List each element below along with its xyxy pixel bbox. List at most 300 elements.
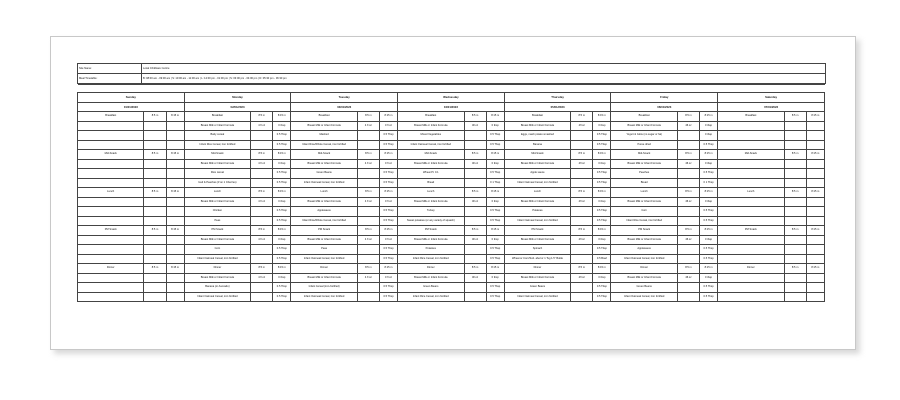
table-cell: 0.5 Tbsp <box>486 207 504 217</box>
table-cell: 4 fl oz <box>357 121 379 131</box>
table-cell: 8:5 m <box>144 112 166 122</box>
table-cell: 8:15 m <box>806 188 824 198</box>
table-cell: 0 tbsp <box>273 235 291 245</box>
table-cell <box>166 292 184 302</box>
table-cell: Yogurt & Glow (no sugar or fat) <box>611 131 677 141</box>
day-name-5: Friday <box>611 93 718 103</box>
table-cell: Green Beans <box>611 283 677 293</box>
table-cell: 4fl oz <box>571 197 593 207</box>
table-cell <box>571 207 593 217</box>
table-cell <box>464 254 486 264</box>
table-cell: 8:5 m <box>464 188 486 198</box>
table-cell <box>464 169 486 179</box>
table-cell: 4 fl oz <box>251 273 273 283</box>
table-cell <box>806 169 824 179</box>
table-cell: Breakfast <box>398 112 464 122</box>
table-cell: 8:15 m <box>166 112 184 122</box>
day-name-0: Sunday <box>78 93 185 103</box>
table-cell: 0.5 Tbsp <box>273 207 291 217</box>
table-cell: Sweet potatoes (or any variety of squash) <box>398 216 464 226</box>
table-cell <box>718 131 784 141</box>
table-cell: 8:5 m <box>251 264 273 274</box>
table-cell <box>806 283 824 293</box>
table-cell <box>251 283 273 293</box>
table-cell: Mid-Snack <box>504 150 570 160</box>
table-cell <box>78 121 144 131</box>
table-cell: 8:15 m <box>806 226 824 236</box>
table-cell: Breast Milk or Infant Formula <box>611 273 677 283</box>
table-cell: 8:5 m <box>251 226 273 236</box>
table-cell <box>784 273 806 283</box>
table-cell <box>571 283 593 293</box>
table-cell: Breast Milk or Infant Formula <box>184 235 250 245</box>
table-cell: 8:5 m <box>677 264 699 274</box>
table-cell: 8:5 m <box>571 112 593 122</box>
table-cell: Mid-Snack <box>78 150 144 160</box>
day-name-4: Thursday <box>504 93 611 103</box>
table-cell: 8:15 m <box>273 112 291 122</box>
table-cell <box>806 197 824 207</box>
table-cell: 0 tbsp <box>700 197 718 207</box>
table-cell <box>806 235 824 245</box>
table-cell: 8:15 m <box>273 188 291 198</box>
table-cell: 8:15 m <box>273 226 291 236</box>
table-cell: 4 fl oz <box>251 235 273 245</box>
table-cell: 0 tbsp <box>273 121 291 131</box>
table-cell: 8:5 m <box>784 112 806 122</box>
table-cell <box>571 292 593 302</box>
table-cell <box>806 245 824 255</box>
table-cell <box>806 178 824 188</box>
table-cell: 8:5 m <box>464 264 486 274</box>
table-cell: 0.5 Tbsp <box>486 216 504 226</box>
table-cell <box>806 131 824 141</box>
table-cell <box>251 178 273 188</box>
table-cell: 0.5 Tbsp <box>486 169 504 179</box>
table-cell: Infant Oatmeal Cereal, iron fortified <box>398 140 464 150</box>
table-cell: 0 tbsp <box>273 273 291 283</box>
table-cell: Breast Milk or Infant Formula <box>611 121 677 131</box>
table-cell <box>251 207 273 217</box>
table-cell: 0.5 Tbsp <box>486 292 504 302</box>
table-cell: 8:5 m <box>464 112 486 122</box>
table-cell <box>78 169 144 179</box>
table-cell: 0.5 Tbsp <box>486 254 504 264</box>
table-cell: 0 fl oz <box>379 121 397 131</box>
table-cell: Bread <box>611 178 677 188</box>
table-row <box>78 112 825 122</box>
table-cell: Dinner <box>184 264 250 274</box>
table-cell <box>144 140 166 150</box>
table-row <box>78 292 825 302</box>
table-cell: 4 fl oz <box>357 235 379 245</box>
table-cell: Peas <box>291 245 357 255</box>
table-cell <box>78 283 144 293</box>
table-cell: Baby cereal <box>184 131 250 141</box>
table-cell: 0 fl oz <box>379 197 397 207</box>
table-cell <box>784 245 806 255</box>
table-cell: Breast Milk or Infant Formula <box>184 197 250 207</box>
table-cell: Green Beans <box>398 283 464 293</box>
table-cell <box>718 159 784 169</box>
table-cell: 8:15 m <box>379 150 397 160</box>
table-cell: Wheat or Corn/Sub. abel or 1 Tsg 1.5" Buttle <box>504 254 570 264</box>
table-cell: Breast Milk or Infant Formula <box>398 273 464 283</box>
table-cell: Breast Milk or Infant Formula <box>398 197 464 207</box>
table-row <box>78 235 825 245</box>
table-cell: Puree dried <box>611 140 677 150</box>
table-cell <box>144 235 166 245</box>
table-cell <box>166 159 184 169</box>
table-cell <box>144 207 166 217</box>
table-cell: 0.5 Tbsp <box>700 140 718 150</box>
table-cell: Breast Milk or Infant Formula <box>184 121 250 131</box>
table-cell <box>571 178 593 188</box>
table-cell <box>251 254 273 264</box>
table-cell <box>806 159 824 169</box>
table-cell: 0.5 Tbsp <box>273 216 291 226</box>
table-cell: 0.5 Tbsp <box>273 245 291 255</box>
table-cell: Applesauce <box>611 245 677 255</box>
table-cell: 8:5 m <box>464 150 486 160</box>
table-cell: 8:15 m <box>166 264 184 274</box>
table-cell: 8:15 m <box>379 264 397 274</box>
table-cell: Mid-Snack <box>291 150 357 160</box>
table-cell: 0.5 Tbsp <box>379 178 397 188</box>
table-cell <box>784 169 806 179</box>
table-cell <box>166 254 184 264</box>
table-cell: 8:15 m <box>379 226 397 236</box>
table-cell: 0 tbsp <box>486 159 504 169</box>
table-cell: 8:15 m <box>700 150 718 160</box>
table-cell: 0.5 Tbsp <box>273 254 291 264</box>
table-cell: 0.5 Tbsp <box>700 254 718 264</box>
table-cell <box>677 245 699 255</box>
table-cell: 8:15 m <box>486 150 504 160</box>
table-cell: 0.5 Tbsp <box>700 283 718 293</box>
table-cell: Infant Rice Cereal, iron fortified <box>611 216 677 226</box>
table-cell: Green Beans <box>504 283 570 293</box>
table-cell: 0 tbsp <box>593 273 611 283</box>
table-cell <box>251 131 273 141</box>
table-cell: 8:15 m <box>806 112 824 122</box>
table-cell <box>677 131 699 141</box>
spacer-cell <box>78 85 825 93</box>
day-name-3: Wednesday <box>398 93 505 103</box>
table-cell <box>251 140 273 150</box>
table-cell: Mid-Snack <box>718 150 784 160</box>
table-cell <box>718 121 784 131</box>
table-row <box>78 254 825 264</box>
table-cell <box>166 121 184 131</box>
table-cell: 0.5 Tbsp <box>700 292 718 302</box>
table-cell: 0 tbsp <box>273 197 291 207</box>
table-cell <box>144 245 166 255</box>
table-cell: 0.5 Tbsp <box>273 131 291 141</box>
table-cell: 0 tbsp <box>593 159 611 169</box>
table-cell: 0.5 Tbsp <box>273 169 291 179</box>
table-cell <box>144 292 166 302</box>
table-cell: Dinner <box>504 264 570 274</box>
table-cell <box>144 131 166 141</box>
table-cell <box>806 207 824 217</box>
table-cell <box>464 292 486 302</box>
table-cell: Lunch <box>611 188 677 198</box>
table-cell <box>784 216 806 226</box>
table-cell: 0.5 Bowl <box>593 254 611 264</box>
table-cell: 0 tbsp <box>700 273 718 283</box>
table-cell: Infant Oatmeal Cereal, iron fortified <box>291 292 357 302</box>
table-cell: 4 fl oz <box>251 121 273 131</box>
table-cell: 0 tbsp <box>593 197 611 207</box>
table-cell: 0.5 Tbsp <box>700 216 718 226</box>
table-cell: Mashed <box>291 131 357 141</box>
table-cell: 8:5 m <box>357 150 379 160</box>
table-cell: Breast Milk or Infant Formula <box>184 159 250 169</box>
table-cell <box>166 235 184 245</box>
table-cell: Apple sauce <box>504 169 570 179</box>
day-date-row <box>78 102 825 112</box>
table-cell: Infant Rice/Whole Cereal, iron fortified <box>291 216 357 226</box>
table-cell <box>464 131 486 141</box>
table-cell: Infant Rice/Whole Cereal, iron fortified <box>291 140 357 150</box>
table-cell <box>718 245 784 255</box>
table-cell: 8:15 m <box>486 112 504 122</box>
table-cell: Lunch <box>291 188 357 198</box>
table-cell <box>357 178 379 188</box>
table-cell: 0.5 Tbsp <box>273 140 291 150</box>
table-cell: Wheat Pl. 0.1 <box>398 169 464 179</box>
table-cell <box>166 140 184 150</box>
table-cell: 8:5 m <box>357 188 379 198</box>
table-cell: Iced & Peaches (if on 1 Cherries) <box>184 178 250 188</box>
table-cell: 8:5 m <box>784 264 806 274</box>
table-cell <box>806 140 824 150</box>
table-cell <box>464 140 486 150</box>
table-cell <box>78 245 144 255</box>
table-cell <box>677 216 699 226</box>
meal-timetable-row <box>78 74 826 84</box>
table-cell: 0 tbsp <box>486 235 504 245</box>
table-cell: 0 tbsp <box>700 159 718 169</box>
table-cell: 8:15 m <box>593 226 611 236</box>
meta-table <box>77 63 826 84</box>
table-cell: PM Snack <box>611 226 677 236</box>
table-cell <box>677 140 699 150</box>
table-cell: Breast Milk or Infant Formula <box>611 159 677 169</box>
table-cell <box>78 178 144 188</box>
table-cell: 4 fl oz <box>357 197 379 207</box>
table-cell: 8:5 m <box>677 188 699 198</box>
table-row <box>78 178 825 188</box>
table-cell <box>166 131 184 141</box>
table-cell: 0.5 Tbsp <box>486 140 504 150</box>
table-cell: 8:15 m <box>166 226 184 236</box>
table-cell: 0 tbsp <box>593 121 611 131</box>
table-cell: Lunch <box>78 188 144 198</box>
table-cell: 0 fl oz <box>379 273 397 283</box>
table-cell: 0 tbsp <box>486 273 504 283</box>
table-cell: Infant Oatmeal Cereal, iron fortified <box>291 254 357 264</box>
day-date-2: 03/01/2023 <box>291 102 398 112</box>
table-cell: 0.5 Tbsp <box>486 131 504 141</box>
table-cell: 0.5 Tbsp <box>379 283 397 293</box>
table-cell: 8:5 m <box>357 226 379 236</box>
meal-timetable-label: Meal Timetable: <box>78 74 142 84</box>
table-cell: 0.5 Tbsp <box>593 131 611 141</box>
table-cell: 0.5 Tbsp <box>379 254 397 264</box>
table-cell: PM Snack <box>184 226 250 236</box>
table-cell: 0.5 Tbsp <box>486 245 504 255</box>
table-cell: PM Snack <box>504 226 570 236</box>
table-cell: Chicken <box>184 207 250 217</box>
table-cell <box>78 292 144 302</box>
day-date-5: 06/01/2023 <box>611 102 718 112</box>
weekly-meal-table <box>77 84 825 302</box>
table-row <box>78 216 825 226</box>
table-cell: 8:5 m <box>677 226 699 236</box>
table-cell <box>784 197 806 207</box>
table-cell: 8:15 m <box>806 264 824 274</box>
table-cell: Spinach <box>504 245 570 255</box>
table-cell: 4 fl oz <box>357 273 379 283</box>
table-cell: 0 tbsp <box>273 159 291 169</box>
table-cell: Rice cereal <box>184 169 250 179</box>
table-cell: 0 fl oz <box>379 159 397 169</box>
day-name-1: Monday <box>184 93 291 103</box>
table-cell: 8:5 m <box>357 264 379 274</box>
day-name-2: Tuesday <box>291 93 398 103</box>
table-row <box>78 140 825 150</box>
table-cell: 0 tbsp <box>700 121 718 131</box>
table-cell <box>571 216 593 226</box>
table-cell: 0 tbsp <box>700 131 718 141</box>
table-cell: Infant Cereal (iron-fortified) <box>291 283 357 293</box>
site-value: Local Childcare Centre <box>142 64 826 74</box>
table-cell: Breast Milk or Infant Formula <box>398 235 464 245</box>
table-cell <box>718 235 784 245</box>
table-cell: 0.5 Tbsp <box>700 245 718 255</box>
table-cell: Banana (or Avocado) <box>184 283 250 293</box>
table-cell: 8:5 m <box>784 188 806 198</box>
meal-plan-area <box>77 63 825 302</box>
table-cell: Breast Milk or Infant Formula <box>184 273 250 283</box>
table-cell <box>677 207 699 217</box>
meal-timetable-value: B: 08:00 am - 09:00 am | S: 10:00 am - 11:00 am | L: 12:00 pm - 01:00 pm | S: 03:00 pm - 04:00 pm | D: 05:30 pm - 06:30 pm <box>142 74 826 84</box>
table-cell: Breast Milk or Infant Formula <box>291 121 357 131</box>
table-cell <box>784 292 806 302</box>
table-cell: 0.5 Tbsp <box>593 207 611 217</box>
table-cell <box>718 292 784 302</box>
table-cell: Breast Milk or Infant Formula <box>611 197 677 207</box>
table-cell <box>78 273 144 283</box>
table-cell <box>806 216 824 226</box>
table-cell <box>144 216 166 226</box>
table-cell: 8:15 m <box>166 188 184 198</box>
table-cell: Infant Rice Cereal, iron fortified <box>398 254 464 264</box>
table-cell: 0.5 Tbsp <box>593 292 611 302</box>
table-cell <box>677 178 699 188</box>
table-cell: 4fl oz <box>571 159 593 169</box>
table-cell: Breakfast <box>184 112 250 122</box>
table-cell: 8:5 m <box>571 264 593 274</box>
table-cell: 4fl oz <box>677 235 699 245</box>
table-cell: Dinner <box>611 264 677 274</box>
table-cell: Infant Oatmeal Cereal, iron fortified <box>504 292 570 302</box>
table-cell <box>718 178 784 188</box>
table-row <box>78 159 825 169</box>
table-cell: Lunch <box>718 188 784 198</box>
table-cell: Potatoes <box>504 207 570 217</box>
table-cell <box>718 207 784 217</box>
table-cell: 4fl oz <box>464 121 486 131</box>
table-cell <box>718 273 784 283</box>
table-cell: 4fl oz <box>571 273 593 283</box>
table-cell: 4fl oz <box>677 197 699 207</box>
table-cell: PM Snack <box>398 226 464 236</box>
table-cell: 0 1 Tbsp <box>486 178 504 188</box>
table-cell: Breakfast <box>611 112 677 122</box>
table-row <box>78 197 825 207</box>
table-cell <box>251 245 273 255</box>
table-cell <box>677 169 699 179</box>
table-cell: Breast Milk or Infant Formula <box>504 273 570 283</box>
day-date-6: 07/01/2023 <box>718 102 825 112</box>
table-cell <box>784 131 806 141</box>
table-cell <box>718 140 784 150</box>
table-cell: Banana <box>504 140 570 150</box>
table-cell: Breakfast <box>291 112 357 122</box>
table-cell: 0.5 Tbsp <box>593 245 611 255</box>
table-cell <box>251 169 273 179</box>
table-row <box>78 273 825 283</box>
table-row <box>78 283 825 293</box>
table-cell: 4fl oz <box>677 273 699 283</box>
table-cell: Eggs, mash potato smashed <box>504 131 570 141</box>
table-cell: 0.5 Tbsp <box>700 169 718 179</box>
table-cell <box>166 245 184 255</box>
table-cell <box>357 131 379 141</box>
table-cell: 8:5 m <box>571 226 593 236</box>
table-cell <box>251 292 273 302</box>
table-cell: 8:15 m <box>379 188 397 198</box>
table-cell <box>357 245 379 255</box>
table-cell: Infant Oatmeal Cereal, iron fortified <box>504 216 570 226</box>
table-cell: Dinner <box>78 264 144 274</box>
table-cell <box>784 159 806 169</box>
table-cell <box>718 216 784 226</box>
table-cell: 0.5 Tbsp <box>273 283 291 293</box>
table-cell: 0.5 Tbsp <box>593 283 611 293</box>
table-cell <box>166 169 184 179</box>
table-cell <box>784 178 806 188</box>
table-cell: 8:5 m <box>144 264 166 274</box>
table-row <box>78 207 825 217</box>
table-cell: Dinner <box>291 264 357 274</box>
table-cell <box>718 283 784 293</box>
table-cell: 8:5 m <box>784 226 806 236</box>
table-cell <box>464 216 486 226</box>
table-cell: 0 fl oz <box>379 235 397 245</box>
table-cell <box>166 207 184 217</box>
table-cell: Infant Rice Cereal, iron fortified <box>184 140 250 150</box>
table-cell: 0.5 Tbsp <box>379 216 397 226</box>
table-cell: 8:15 m <box>593 112 611 122</box>
table-cell: Green Beans <box>291 169 357 179</box>
table-cell: Infant Oatmeal Cereal, iron fortified <box>184 292 250 302</box>
table-cell: 8:15 m <box>486 264 504 274</box>
table-cell <box>144 197 166 207</box>
